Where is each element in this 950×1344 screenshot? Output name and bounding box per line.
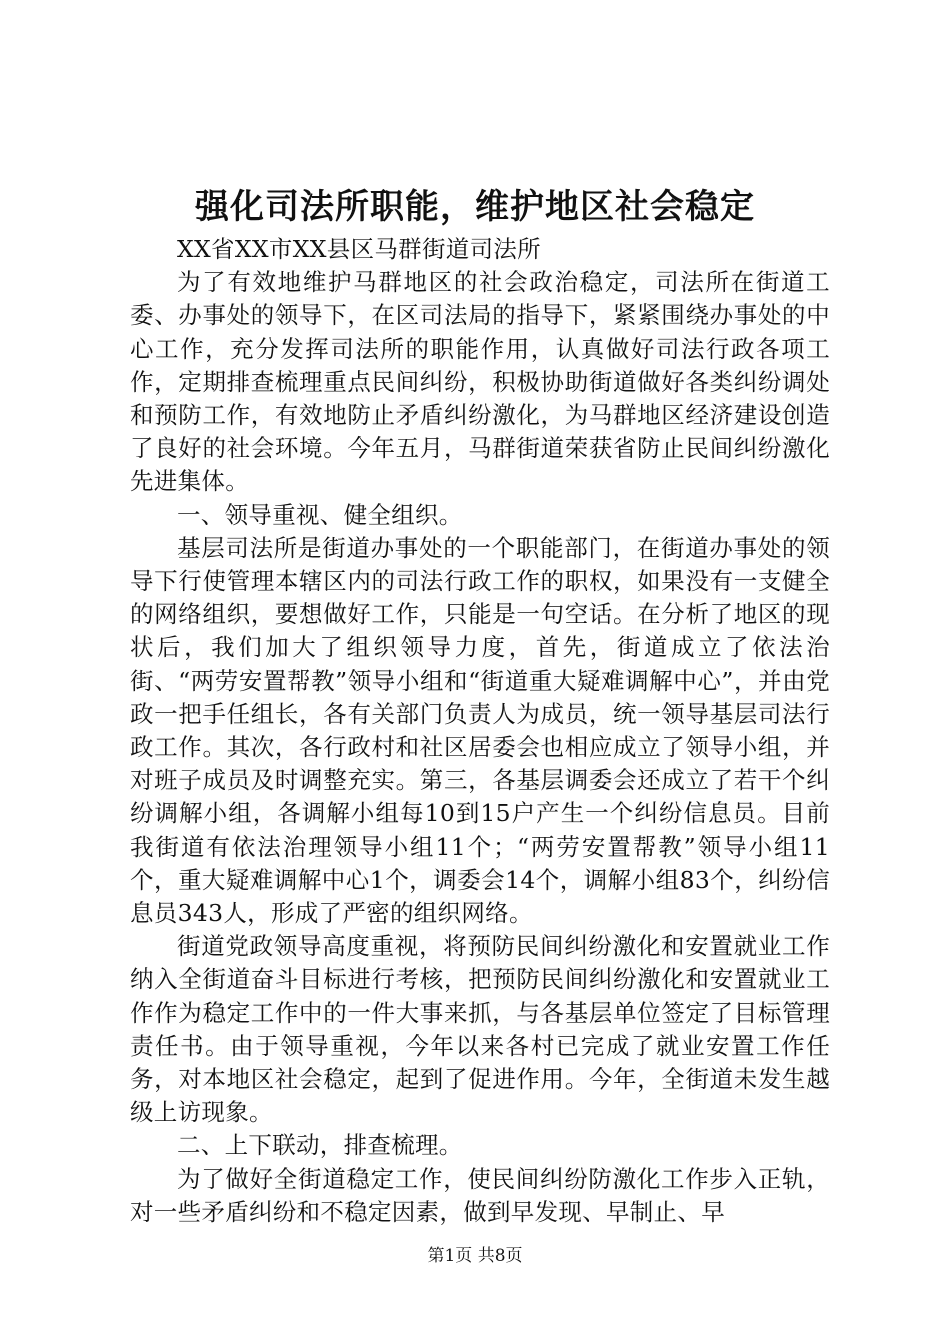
document-title: 强化司法所职能，维护地区社会稳定 bbox=[195, 187, 755, 227]
section-heading-2: 二、上下联动，排查梳理。 bbox=[177, 1131, 463, 1160]
page-number-footer: 第1页 共8页 bbox=[427, 1246, 523, 1266]
section-heading-1: 一、领导重视、健全组织。 bbox=[177, 500, 463, 529]
paragraph-investigation: 为了做好全街道稳定工作，使民间纠纷防激化工作步入正轨，对一些矛盾纠纷和不稳定因素，做到早发现、早制止、早 bbox=[130, 1164, 830, 1226]
paragraph-leadership: 街道党政领导高度重视，将预防民间纠纷激化和安置就业工作纳入全街道奋斗目标进行考核，把预防民间纠纷激化和安置就业工作作为稳定工作中的一件大事来抓，与各基层单位签定了目标管理责任书。由于领导重视，今年以来各村已完成了就业安置工作任务，对本地区社会稳定，起到了促进作用。今年，全街道未发生越级上访现象。 bbox=[130, 932, 830, 1127]
document-body bbox=[130, 233, 830, 1229]
organization-line: XX省XX市XX县区马群街道司法所 bbox=[177, 235, 541, 263]
paragraph-organization: 基层司法所是街道办事处的一个职能部门，在街道办事处的领导下行使管理本辖区内的司法行政工作的职权，如果没有一支健全的网络组织，要想做好工作，只能是一句空话。在分析了地区的现状后，我们加大了组织领导力度，首先，街道成立了依法治街、“两劳安置帮教”领导小组和“街道重大疑难调解中心”，并由党政一把手任组长，各有关部门负责人为成员，统一领导基层司法行政工作。其次，各行政村和社区居委会也相应成立了领导小组，并对班子成员及时调整充实。第三，各基层调委会还成立了若干个纠纷调解小组，各调解小组每10到15户产生一个纠纷信息员。目前我街道有依法治理领导小组11个；“两劳安置帮教”领导小组11个，重大疑难调解中心1个，调委会14个，调解小组83个，纠纷信息员343人，形成了严密的组织网络。 bbox=[130, 533, 830, 928]
paragraph-intro: 为了有效地维护马群地区的社会政治稳定，司法所在街道工委、办事处的领导下，在区司法局的指导下，紧紧围绕办事处的中心工作，充分发挥司法所的职能作用，认真做好司法行政各项工作，定期排查梳理重点民间纠纷，积极协助街道做好各类纠纷调处和预防工作，有效地防止矛盾纠纷激化，为马群地区经济建设创造了良好的社会环境。今年五月，马群街道荣获省防止民间纠纷激化先进集体。 bbox=[130, 268, 830, 496]
